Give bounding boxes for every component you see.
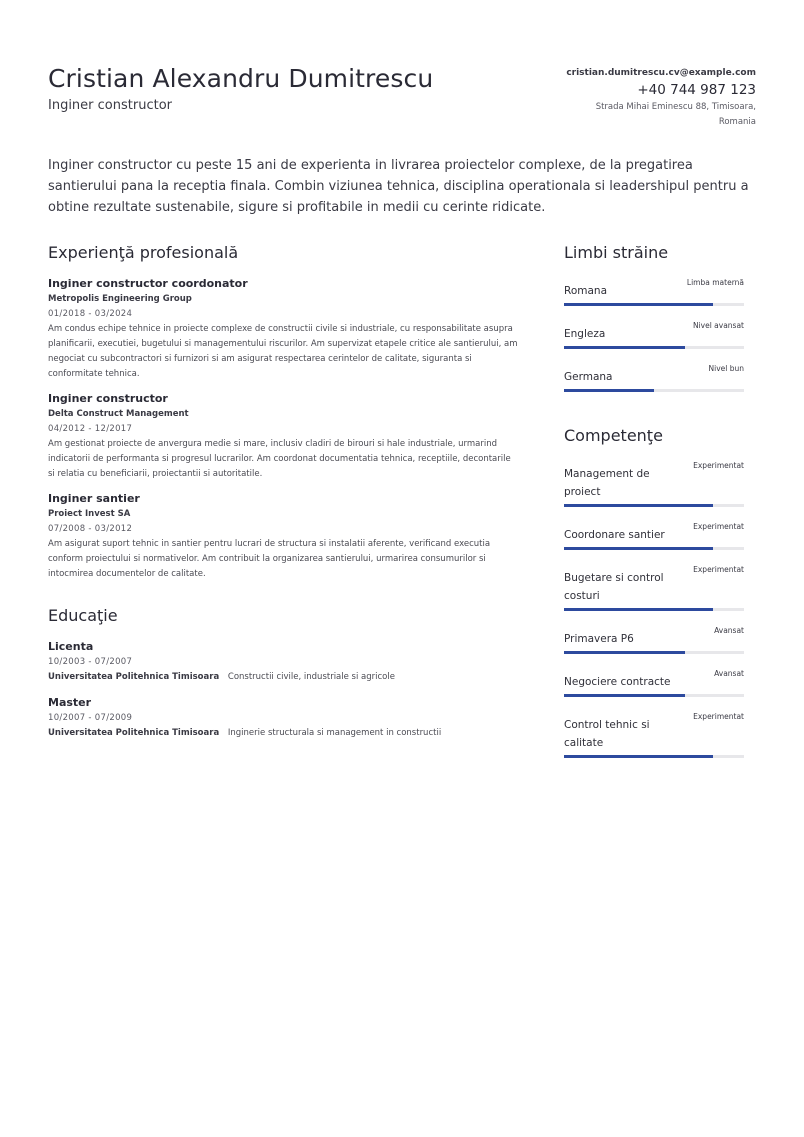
level-bar-track	[564, 303, 744, 306]
education-entry	[48, 695, 518, 741]
level-bar-track	[564, 755, 744, 758]
skills-heading: Competenţe	[564, 426, 663, 445]
phone-number: +40 744 987 123	[637, 82, 756, 98]
job-description: Am gestionat proiecte de anvergura medie si mare, inclusiv cladiri de birouri si hale industriale, urmarind indicatorii de performanta si progresul lucrarilor. Am coordonat documentatia tehnica, receptiile, decontarile si relatia cu beneficiarii, proiectantii si autoritatile.	[48, 439, 511, 479]
skill-item-name: Negociere contracte	[564, 676, 671, 688]
level-bar-fill	[564, 547, 713, 550]
address-line-2: Romania	[718, 117, 756, 127]
job-company: Delta Construct Management	[48, 409, 189, 419]
contact-info	[556, 66, 756, 130]
job-title: Inginer santier	[48, 492, 140, 505]
skill-item-level: Avansat	[714, 626, 744, 635]
language-item-level: Nivel bun	[708, 364, 744, 373]
email-link[interactable]: cristian.dumitrescu.cv@example.com	[566, 68, 756, 78]
level-bar-track	[564, 608, 744, 611]
right-column	[564, 243, 744, 792]
language-item-level: Limba maternă	[686, 278, 744, 287]
skill-item	[564, 624, 744, 654]
skill-item-name: Management de proiect	[564, 468, 650, 498]
skill-item	[564, 563, 744, 611]
level-bar-fill	[564, 504, 713, 507]
skill-item-name: Primavera P6	[564, 633, 634, 645]
skill-item-level: Experimentat	[693, 565, 744, 574]
job-company: Proiect Invest SA	[48, 509, 131, 519]
candidate-title: Inginer constructor	[48, 98, 172, 113]
job-dates: 01/2018 - 03/2024	[48, 309, 133, 319]
degree: Licenta	[48, 640, 94, 653]
skill-item-level: Experimentat	[693, 712, 744, 721]
skill-item	[564, 459, 744, 507]
level-bar-track	[564, 346, 744, 349]
experience-section	[48, 243, 518, 582]
skill-item-level: Experimentat	[693, 522, 744, 531]
level-bar-fill	[564, 346, 685, 349]
language-item-level: Nivel avansat	[692, 321, 744, 330]
level-bar-track	[564, 389, 744, 392]
skill-item-name: Control tehnic si calitate	[564, 719, 650, 749]
languages-section	[564, 243, 744, 392]
level-bar-fill	[564, 651, 685, 654]
education-section	[48, 606, 518, 741]
experience-heading: Experienţă profesională	[48, 243, 239, 262]
job-dates: 07/2008 - 03/2012	[48, 524, 133, 534]
level-bar-track	[564, 651, 744, 654]
school-name: Universitatea Politehnica Timisoara	[48, 728, 220, 738]
left-column	[48, 243, 518, 751]
language-item-name: Romana	[564, 285, 607, 297]
candidate-name: Cristian Alexandru Dumitrescu	[48, 64, 434, 93]
language-item-name: Engleza	[564, 328, 606, 340]
languages-heading: Limbi străine	[564, 243, 669, 262]
level-bar-fill	[564, 694, 685, 697]
job-description: Am condus echipe tehnice in proiecte complexe de constructii civile si industriale, cu responsabilitate asupra planificarii, executiei, bugetului si managementului riscurilor. Am supervizat etapele critice ale santierului, am negociat cu subcontractori si furnizori si am asigurat respectarea cerintelor de calitate, siguranta si conformitate tehnica.	[48, 324, 518, 379]
level-bar-fill	[564, 389, 654, 392]
language-item	[564, 276, 744, 306]
profile-summary: Inginer constructor cu peste 15 ani de experienta in livrarea proiectelor complexe, de la pregatirea santierului pana la receptia finala. Combin viziunea tehnica, disciplina operationala si leadershipul pentru a obtine rezultate sustenabile, sigure si profitabile in medii cu cerinte ridicate.	[48, 158, 749, 215]
job-title: Inginer constructor coordonator	[48, 277, 248, 290]
education-dates: 10/2003 - 07/2007	[48, 657, 133, 667]
field-of-study: Constructii civile, industriale si agricole	[227, 672, 395, 682]
job-description: Am asigurat suport tehnic in santier pentru lucrari de structura si instalatii aferente, verificand executia conform proiectului si normativelor. Am contribuit la organizarea santierului, urmarirea consumurilor si intocmirea documentelor de calitate.	[48, 539, 491, 579]
language-item	[564, 319, 744, 349]
job-company: Metropolis Engineering Group	[48, 294, 192, 304]
education-heading: Educaţie	[48, 606, 118, 625]
skill-item-name: Bugetare si control costuri	[564, 572, 664, 602]
resume-header	[48, 64, 756, 144]
job-title: Inginer constructor	[48, 392, 168, 405]
skills-section	[564, 426, 744, 758]
degree: Master	[48, 696, 92, 709]
level-bar-track	[564, 694, 744, 697]
skill-item	[564, 710, 744, 758]
education-entry	[48, 639, 518, 685]
address-line-1: Strada Mihai Eminescu 88, Timisoara,	[595, 102, 756, 112]
level-bar-track	[564, 504, 744, 507]
header	[48, 64, 756, 144]
skill-item-level: Experimentat	[693, 461, 744, 470]
skill-item-name: Coordonare santier	[564, 529, 665, 541]
level-bar-fill	[564, 755, 713, 758]
skill-item	[564, 667, 744, 697]
language-item-name: Germana	[564, 371, 613, 383]
level-bar-fill	[564, 608, 713, 611]
skill-item	[564, 520, 744, 550]
skill-item-level: Avansat	[714, 669, 744, 678]
education-dates: 10/2007 - 07/2009	[48, 713, 133, 723]
school-name: Universitatea Politehnica Timisoara	[48, 672, 220, 682]
job-entry	[48, 276, 518, 382]
level-bar-fill	[564, 303, 713, 306]
field-of-study: Inginerie structurala si management in constructii	[227, 728, 442, 738]
job-entry	[48, 391, 518, 482]
language-item	[564, 362, 744, 392]
job-dates: 04/2012 - 12/2017	[48, 424, 133, 434]
job-entry	[48, 491, 518, 582]
level-bar-track	[564, 547, 744, 550]
